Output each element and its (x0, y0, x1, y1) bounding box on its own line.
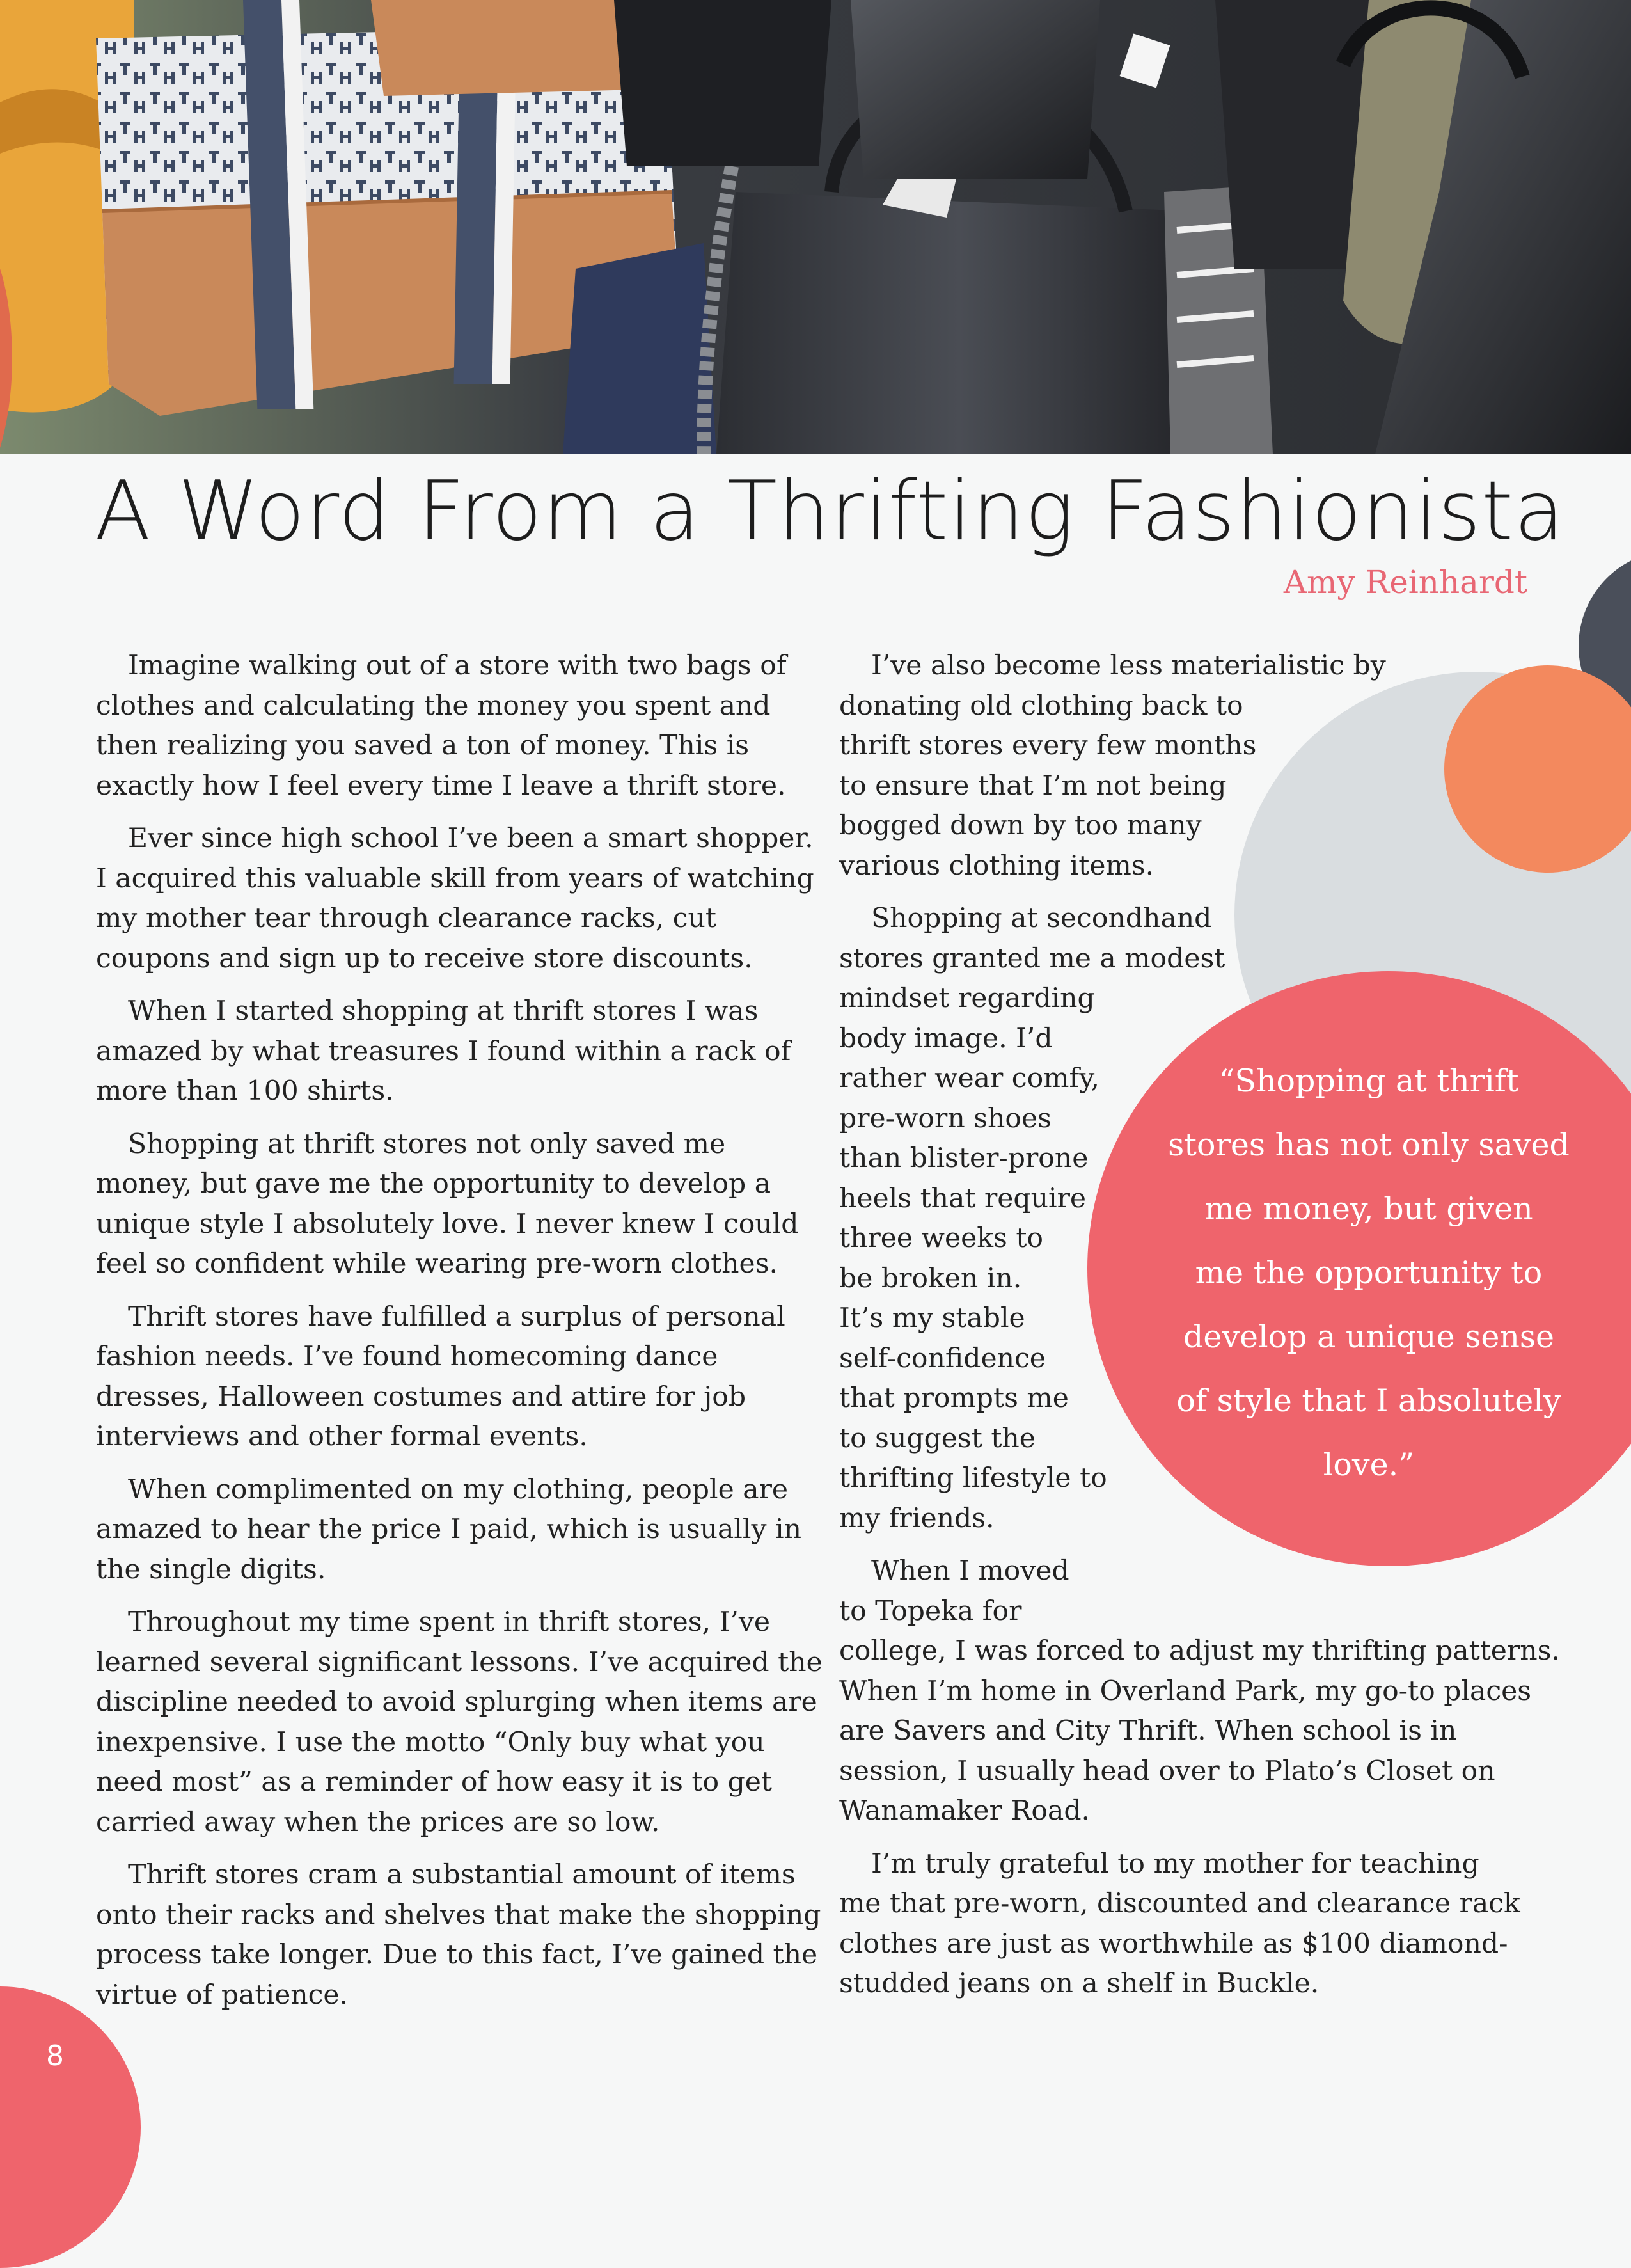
author-byline: Amy Reinhardt (1283, 564, 1527, 601)
text-line: self-confidence (839, 1342, 1046, 1374)
text-line: session, I usually head over to Plato’s Closet on (839, 1755, 1495, 1787)
text-line: Imagine walking out of a store with two bags of (128, 650, 787, 681)
pull-quote-line: love.” (1323, 1447, 1415, 1483)
text-line: When I’m home in Overland Park, my go-to places (839, 1675, 1532, 1707)
pull-quote-line: of style that I absolutely (1176, 1383, 1561, 1419)
text-line: interviews and other formal events. (96, 1421, 588, 1452)
pull-quote-line: me money, but given (1204, 1191, 1533, 1227)
text-line: bogged down by too many (839, 810, 1202, 841)
text-line: inexpensive. I use the motto “Only buy what you (96, 1726, 765, 1758)
pull-quote-line: “Shopping at thrift (1218, 1063, 1519, 1099)
text-line: that prompts me (839, 1383, 1069, 1414)
text-line: stores granted me a modest (839, 942, 1225, 974)
text-line: three weeks to (839, 1223, 1043, 1254)
text-line: virtue of patience. (96, 1979, 349, 2011)
text-line: onto their racks and shelves that make the shopping (96, 1899, 821, 1931)
pull-quote-line: me the opportunity to (1195, 1255, 1543, 1291)
text-line: fashion needs. I’ve found homecoming dance (96, 1341, 718, 1372)
page-number: 8 (46, 2040, 64, 2072)
handbags-illustration (0, 0, 1631, 454)
text-line: heels that require (839, 1182, 1087, 1214)
text-line: learned several significant lessons. I’ve acquired the (96, 1646, 823, 1678)
paragraph (96, 819, 814, 979)
paragraph (96, 646, 800, 806)
text-line: more than 100 shirts. (96, 1075, 394, 1107)
header-photo-handbags (0, 0, 1631, 454)
text-line: are Savers and City Thrift. When school is in (839, 1715, 1457, 1747)
text-line: body image. I’d (839, 1022, 1053, 1054)
text-line: I acquired this valuable skill from years of watching (96, 862, 814, 894)
text-line: clothes and calculating the money you spent and (96, 690, 771, 722)
text-line: dresses, Halloween costumes and attire for job (96, 1381, 746, 1413)
article-title: A Word From a Thrifting Fashionista (95, 464, 1565, 559)
text-line: It’s my stable (839, 1303, 1025, 1334)
text-line: I’m truly grateful to my mother for teaching (871, 1848, 1479, 1880)
text-line: clothes are just as worthwhile as $100 diamond- (839, 1928, 1508, 1960)
paragraph (839, 1844, 1556, 2004)
paragraph (96, 1855, 821, 2015)
text-line: Throughout my time spent in thrift stores, I’ve (128, 1606, 771, 1638)
text-line: to Topeka for (839, 1595, 1022, 1627)
text-line: amazed to hear the price I paid, which is usually in (96, 1514, 801, 1545)
text-line: I’ve also become less materialistic by (871, 650, 1386, 681)
text-line: Thrift stores have fulfilled a surplus of personal (128, 1301, 785, 1333)
paragraph (96, 1297, 800, 1457)
text-line: than blister-prone (839, 1143, 1089, 1174)
text-line: my friends. (839, 1502, 995, 1534)
article-column-left (96, 646, 823, 2028)
text-line: various clothing items. (839, 850, 1154, 882)
paragraph (96, 1470, 800, 1590)
text-line: mindset regarding (839, 983, 1095, 1014)
paragraph (96, 992, 800, 1112)
text-line: the single digits. (96, 1553, 326, 1585)
text-line: need most” as a reminder of how easy it is to get (96, 1766, 773, 1798)
text-line: Shopping at thrift stores not only saved me (128, 1128, 726, 1160)
text-line: be broken in. (839, 1262, 1022, 1294)
text-line: then realizing you saved a ton of money. This is (96, 730, 750, 761)
text-line: pre-worn shoes (839, 1102, 1052, 1134)
text-line: Shopping at secondhand (871, 903, 1212, 934)
text-line: to ensure that I’m not being (839, 770, 1227, 802)
pull-quote-line: stores has not only saved (1168, 1127, 1570, 1163)
text-line: Ever since high school I’ve been a smart shopper. (128, 823, 814, 854)
text-line: exactly how I feel every time I leave a thrift store. (96, 770, 786, 802)
paragraph (839, 1551, 1560, 1832)
text-line: rather wear comfy, (839, 1063, 1100, 1094)
page-number-circle (0, 1986, 141, 2268)
paragraph (839, 646, 1556, 886)
text-line: coupons and sign up to receive store discounts. (96, 942, 753, 974)
text-line: me that pre-worn, discounted and clearance rack (839, 1888, 1520, 1919)
text-line: donating old clothing back to (839, 690, 1243, 722)
paragraph (96, 1603, 823, 1843)
text-line: studded jeans on a shelf in Buckle. (839, 1968, 1320, 1999)
pull-quote-line: develop a unique sense (1183, 1319, 1555, 1355)
text-line: thrift stores every few months (839, 730, 1257, 761)
text-line: money, but gave me the opportunity to develop a (96, 1168, 771, 1200)
text-line: thrifting lifestyle to (839, 1463, 1107, 1494)
text-line: Thrift stores cram a substantial amount of items (128, 1859, 796, 1891)
text-line: carried away when the prices are so low. (96, 1806, 660, 1838)
text-line: When I started shopping at thrift stores I was (128, 995, 759, 1027)
paragraph (96, 1125, 800, 1285)
text-line: process take longer. Due to this fact, I’ve gained the (96, 1939, 818, 1971)
text-line: amazed by what treasures I found within a rack of (96, 1035, 791, 1067)
pull-quote (1145, 1049, 1593, 1497)
text-line: Wanamaker Road. (839, 1795, 1091, 1827)
text-line: feel so confident while wearing pre-worn clothes. (96, 1248, 778, 1280)
text-line: to suggest the (839, 1422, 1036, 1454)
text-line: my mother tear through clearance racks, cut (96, 903, 717, 934)
text-line: unique style I absolutely love. I never knew I could (96, 1208, 799, 1240)
text-line: When complimented on my clothing, people are (128, 1473, 789, 1505)
text-line: discipline needed to avoid splurging when items are (96, 1686, 817, 1718)
text-line: When I moved (871, 1555, 1069, 1587)
text-line: college, I was forced to adjust my thrifting patterns. (839, 1635, 1560, 1667)
